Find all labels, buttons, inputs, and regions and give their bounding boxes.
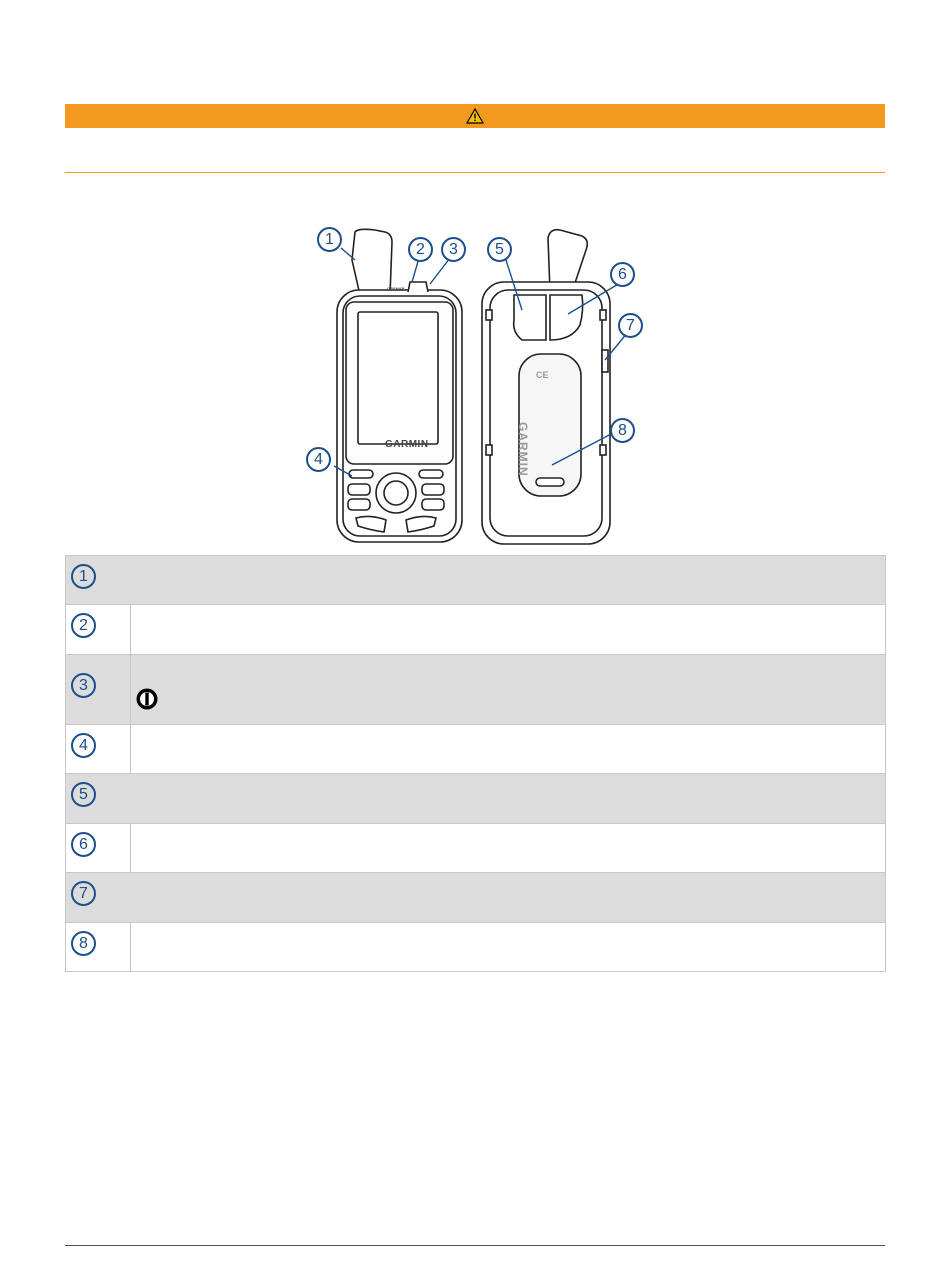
row-description [131,923,886,972]
row-number: 1 [71,564,96,589]
table-row [66,873,886,923]
front-brand-label: GARMIN [385,439,429,450]
table-row [66,556,886,605]
power-icon [135,687,159,711]
row-number: 4 [71,733,96,758]
row-number: 3 [71,673,96,698]
row-description [131,824,886,873]
callout-3: 3 [441,237,466,262]
row-number: 6 [71,832,96,857]
callout-8: 8 [610,418,635,443]
row-number: 7 [71,881,96,906]
warning-divider [65,172,885,173]
callout-1: 1 [317,227,342,252]
footer-divider [65,1245,885,1246]
table-row [66,655,886,725]
callout-4: 4 [306,447,331,472]
key-table [65,555,886,972]
table-row [66,605,886,655]
row-number: 5 [71,782,96,807]
back-brand-label: GARMIN [516,422,530,477]
table-row [66,725,886,774]
callout-2: 2 [408,237,433,262]
warning-banner [65,104,885,128]
table-row [66,774,886,824]
device-figure [300,220,670,550]
row-description [131,605,886,655]
row-number: 2 [71,613,96,638]
row-description [131,725,886,774]
table-row [66,923,886,972]
row-number: 8 [71,931,96,956]
table-row [66,824,886,873]
ce-mark: CE [536,370,549,380]
callout-6: 6 [610,262,635,287]
callout-7: 7 [618,313,643,338]
callout-5: 5 [487,237,512,262]
model-mark: GPSMAP [387,286,405,291]
warning-triangle-icon [466,108,484,124]
